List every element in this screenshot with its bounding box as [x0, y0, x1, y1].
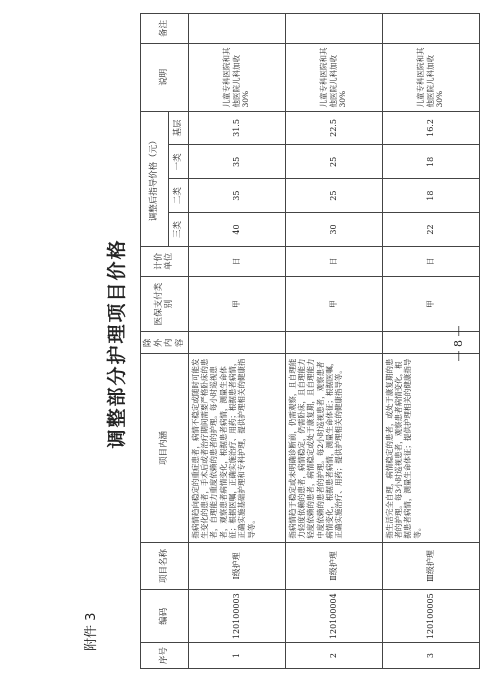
- cell-class3: 22: [382, 213, 479, 247]
- cell-class1: 25: [285, 145, 382, 179]
- page-number: — 8 —: [452, 325, 465, 362]
- document-title: 调整部分护理项目价格: [106, 238, 128, 449]
- table-header-row: [141, 14, 169, 669]
- cell-note: 儿童专科医院和其他医院儿科加收30%: [188, 43, 285, 111]
- header-class2: 二类: [169, 179, 188, 213]
- cell-seq: 2: [285, 643, 382, 669]
- cell-insurance: 甲: [188, 276, 285, 332]
- header-class1: 一类: [169, 145, 188, 179]
- cell-note: 儿童专科医院和其他医院儿科加收30%: [285, 43, 382, 111]
- cell-name: Ⅲ级护理: [382, 542, 479, 590]
- header-insurance: 医保支付类别: [141, 276, 189, 332]
- cell-insurance: 甲: [382, 276, 479, 332]
- cell-content: 指生活完全自理，病情稳定的患者，或处于康复期的患者的护理。每3小时巡视患者，观察患者病情变化，根据患者病情，测量生命体征；提供护理相关的健康指导等。: [382, 354, 479, 542]
- header-code: 编码: [141, 590, 189, 643]
- cell-class2: 35: [188, 179, 285, 213]
- cell-note: 儿童专科医院和其他医院儿科加收30%: [382, 43, 479, 111]
- header-content: 项目内涵: [141, 354, 189, 542]
- cell-unit: 日: [382, 246, 479, 276]
- cell-class1: 35: [188, 145, 285, 179]
- header-exclude: 除外内容: [141, 332, 189, 354]
- cell-class3: 30: [285, 213, 382, 247]
- cell-seq: 3: [382, 643, 479, 669]
- header-name: 项目名称: [141, 542, 189, 590]
- cell-unit: 日: [285, 246, 382, 276]
- cell-exclude: [188, 332, 285, 354]
- cell-name: Ⅱ级护理: [285, 542, 382, 590]
- cell-class3: 40: [188, 213, 285, 247]
- attachment-label: 附件 3: [84, 612, 99, 651]
- header-base: 基层: [169, 111, 188, 145]
- cell-class2: 18: [382, 179, 479, 213]
- cell-code: 120100005: [382, 590, 479, 643]
- header-remark: 备注: [141, 14, 189, 44]
- price-table: [140, 13, 480, 669]
- cell-exclude: [285, 332, 382, 354]
- table-row: [285, 14, 382, 669]
- cell-base: 16.2: [382, 111, 479, 145]
- header-unit: 计价单位: [141, 246, 189, 276]
- cell-unit: 日: [188, 246, 285, 276]
- cell-seq: 1: [188, 643, 285, 669]
- cell-remark: [188, 14, 285, 44]
- cell-base: 22.5: [285, 111, 382, 145]
- header-price-group: 调整后指导价格（元）: [141, 111, 169, 246]
- cell-insurance: 甲: [285, 276, 382, 332]
- cell-name: Ⅰ级护理: [188, 542, 285, 590]
- header-note: 说明: [141, 43, 189, 111]
- cell-remark: [285, 14, 382, 44]
- cell-class1: 18: [382, 145, 479, 179]
- cell-code: 120100003: [188, 590, 285, 643]
- cell-class2: 25: [285, 179, 382, 213]
- table-row: [188, 14, 285, 669]
- cell-code: 120100004: [285, 590, 382, 643]
- cell-base: 31.5: [188, 111, 285, 145]
- cell-content: 指病情趋向稳定的重症患者，病情不稳定或随时可能发生变化的患者，手术后或者治疗期间需要严格卧床的患者，自理能力重度依赖的患者的护理。每小时巡视患者，观察患者病情变化，根据患者病情，测量生命体征；根据医嘱，正确实施治疗、用药；根据患者病情，正确实施基础护理和专科护理，提供护理相关的健康指导等。: [188, 354, 285, 542]
- header-class3: 三类: [169, 213, 188, 247]
- header-seq: 序号: [141, 643, 189, 669]
- cell-content: 指病情趋于稳定或未明确诊断前，仍需观察，且自理能力轻度依赖的患者，病情稳定，仍需卧床，且自理能力轻度依赖的患者，病情稳定或处于康复期，且自理能力中度依赖的患者的护理。每2小时巡视患者，观察患者病情变化，根据患者病情，测量生命体征；根据医嘱，正确实施治疗、用药；提供护理相关的健康指导等。: [285, 354, 382, 542]
